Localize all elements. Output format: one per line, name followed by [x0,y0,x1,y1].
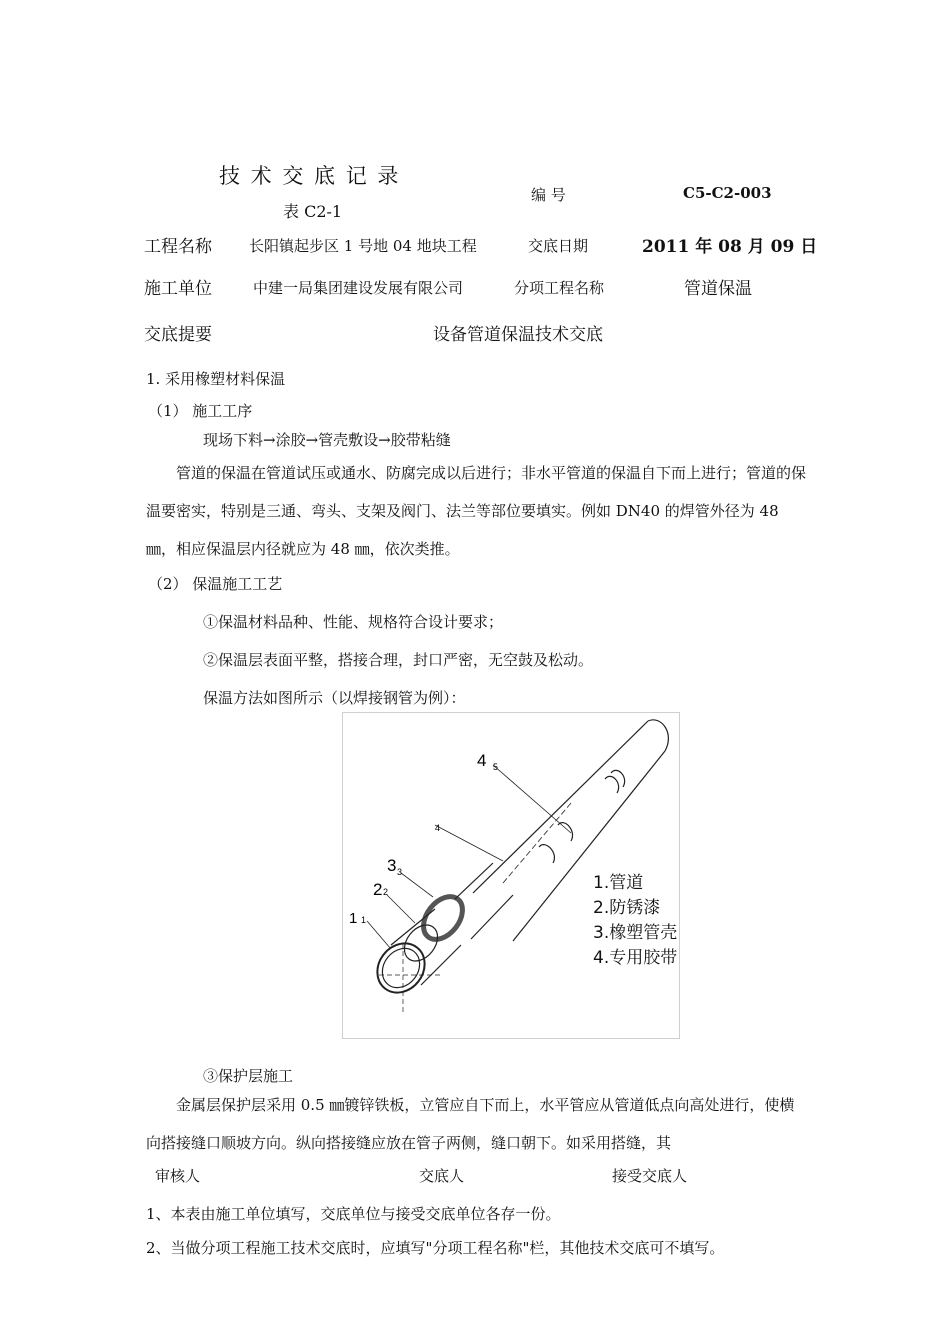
reviewer-label: 审核人 [155,1167,201,1185]
construction-unit-label: 施工单位 [144,279,212,299]
note-1: 1、本表由施工单位填写，交底单位与接受交底单位各存一份。 [146,1205,561,1223]
requirement-2: ②保温层表面平整，搭接合理，封口严密，无空鼓及松动。 [203,651,594,669]
callout-1-large: 1 [349,910,358,927]
section-1-heading: 1. 采用橡塑材料保温 [146,370,286,388]
paragraph-2: 金属层保护层采用 0.5 ㎜镀锌铁板，立管应自下而上，水平管应从管道低点向高处进行，使横向搭接缝口顺坡方向。纵向搭接缝应放在管子两侧，缝口朝下。如采用搭缝，其 [146,1096,795,1152]
project-name-value: 长阳镇起步区 1 号地 04 地块工程 [249,237,477,255]
document-title: 技 术 交 底 记 录 [219,164,401,188]
process-steps: 现场下料→涂胶→管壳敷设→胶带粘缝 [203,431,451,449]
callout-4-small: 4 [435,823,441,833]
callout-2-small: 2 [383,887,389,897]
note-2: 2、当做分项工程施工技术交底时，应填写"分项工程名称"栏，其他技术交底可不填写。 [146,1239,725,1257]
callout-1-small: 1 [361,915,367,925]
requirement-3: ③保护层施工 [203,1067,294,1085]
discloser-label: 交底人 [419,1167,465,1185]
paragraph-1: 管道的保温在管道试压或通水、防腐完成以后进行；非水平管道的保温自下而上进行；管道的保温要密实，特别是三通、弯头、支架及阀门、法兰等部位要填实。例如 DN40 的焊管外径为 48 ㎜，相应保温层内径就应为 48 ㎜，依次类推。 [146,464,807,558]
sub-project-label: 分项工程名称 [514,279,605,297]
sub-project-value: 管道保温 [684,279,752,299]
code-label: 编 号 [531,186,566,204]
receiver-label: 接受交底人 [612,1167,688,1185]
callout-3-small: 3 [397,867,403,877]
outer-layer-top-edge [473,721,648,893]
legend-item-antirust-paint: 2.防锈漆 [593,898,661,918]
disclosure-date-value: 2011 年 08 月 09 日 [642,237,818,257]
callout-5-small: 5 [493,762,499,772]
callout-3-large: 3 [387,856,397,875]
summary-label: 交底提要 [144,325,212,345]
legend-item-rubber-shell: 3.橡塑管壳 [593,923,678,943]
section-1-2-heading: （2） 保温施工工艺 [148,575,283,593]
section-1-1-heading: （1） 施工工序 [148,402,253,420]
summary-value: 设备管道保温技术交底 [433,325,603,345]
disclosure-date-label: 交底日期 [528,237,589,255]
figure-caption: 保温方法如图所示（以焊接钢管为例）： [203,689,466,707]
construction-unit-value: 中建一局集团建设发展有限公司 [253,279,464,297]
requirement-1: ①保温材料品种、性能、规格符合设计要求； [203,613,504,631]
form-number: 表 C2-1 [283,202,343,221]
code-value: C5-C2-003 [683,184,772,202]
figure-legend [593,871,677,971]
legend-item-special-tape: 4.专用胶带 [593,948,678,968]
project-name-label: 工程名称 [144,237,212,257]
callout-4-large: 4 [477,751,487,770]
callout-2-large: 2 [373,880,383,899]
pipe-insulation-figure [342,712,680,1039]
legend-item-pipe: 1.管道 [593,873,644,893]
